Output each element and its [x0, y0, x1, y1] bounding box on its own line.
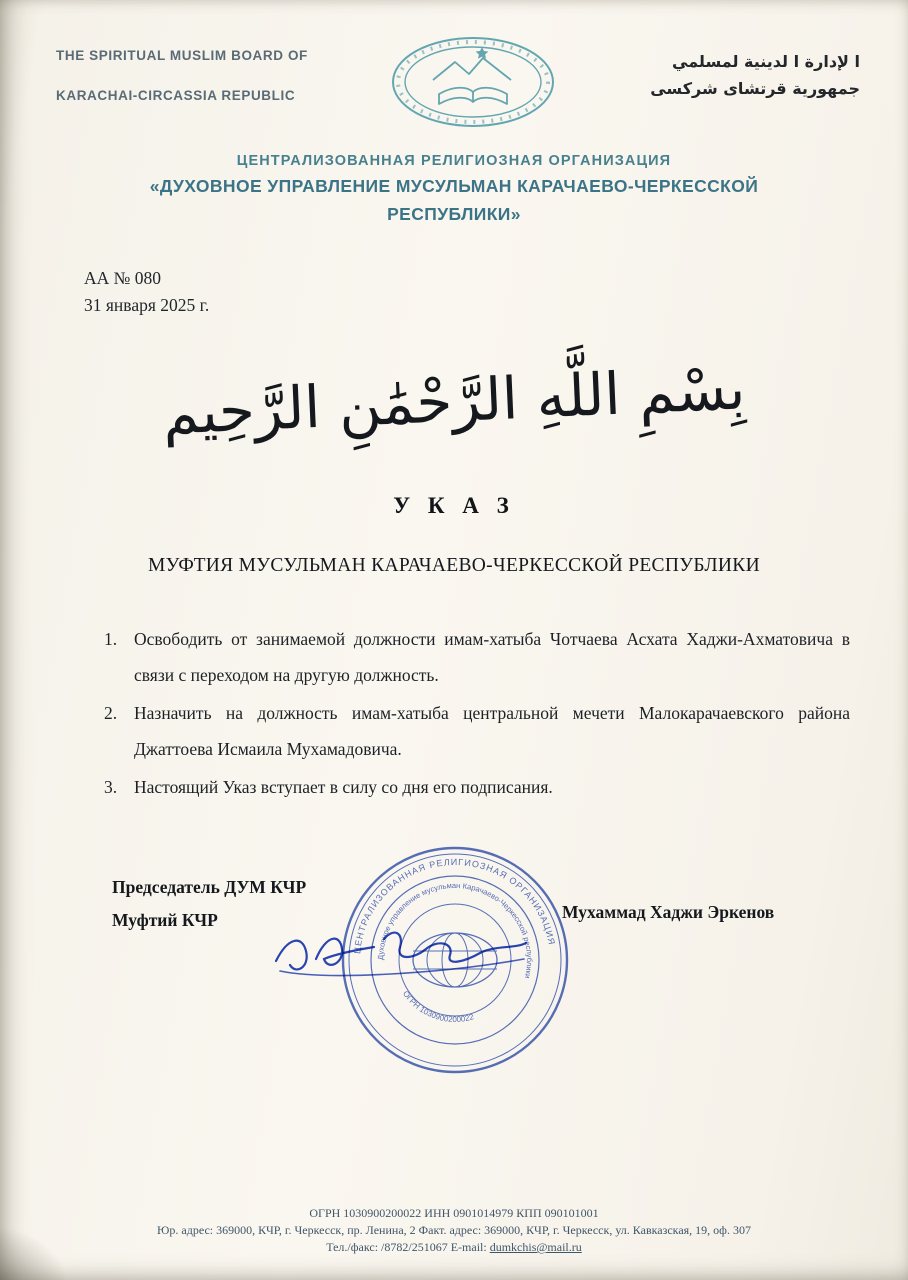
org-name-en-line2: KARACHAI-CIRCASSIA REPUBLIC	[56, 88, 296, 103]
footer-address-line: Юр. адрес: 369000, КЧР, г. Черкесск, пр. Ленина, 2 Факт. адрес: 369000, КЧР, г. Черкесск, ул. Кавказская, 19, оф. 307	[157, 1223, 751, 1237]
list-item	[104, 621, 850, 693]
document-footer	[0, 1205, 908, 1256]
org-name-english	[56, 36, 336, 116]
signature-block	[0, 856, 908, 1121]
org-name-arabic	[610, 36, 860, 102]
decree-items	[104, 621, 850, 805]
org-title-line1: ЦЕНТРАЛИЗОВАННАЯ РЕЛИГИОЗНАЯ ОРГАНИЗАЦИЯ	[236, 153, 672, 169]
org-emblem-logo	[385, 32, 561, 135]
list-item	[104, 695, 850, 767]
stamp-outer-text: ЦЕНТРАЛИЗОВАННАЯ РЕЛИГИОЗНАЯ ОРГАНИЗАЦИЯ	[352, 856, 557, 955]
document-meta	[84, 265, 908, 319]
signer-position-line1: Председатель ДУМ КЧР	[112, 877, 307, 897]
item-number: 1.	[104, 629, 118, 649]
svg-text:ОГРН 1030900200022	[401, 989, 475, 1024]
official-stamp	[338, 843, 572, 1077]
org-name-ar-line1: ا لإدارة ا لدينية لمسلمي	[672, 52, 860, 71]
footer-registration-line: ОГРН 1030900200022 ИНН 0901014979 КПП 090101001	[309, 1206, 599, 1220]
org-title-line2: «ДУХОВНОЕ УПРАВЛЕНИЕ МУСУЛЬМАН КАРАЧАЕВО-ЧЕРКЕССКОЙ	[149, 176, 759, 196]
bismillah-calligraphy: بِسْمِ اللَّهِ الرَّحْمَٰنِ الرَّحِيم	[161, 354, 747, 448]
footer-phone-label: Тел./факс: /8782/251067 E-mail:	[326, 1240, 490, 1254]
org-title-line3: РЕСПУБЛИКИ»	[387, 204, 521, 224]
item-text: Настоящий Указ вступает в силу со дня его подписания.	[134, 777, 553, 797]
stamp-inner-text: Духовное управление мусульман Карачаево-Черкесской республики	[375, 880, 535, 980]
item-text: Назначить на должность имам-хатыба центральной мечети Малокарачаевского района Джаттоева Исмаила Мухамадовича.	[134, 703, 850, 759]
document-subtitle: МУФТИЯ МУСУЛЬМАН КАРАЧАЕВО-ЧЕРКЕССКОЙ РЕСПУБЛИКИ	[148, 555, 760, 576]
footer-email: dumkchis@mail.ru	[489, 1240, 582, 1254]
item-text: Освободить от занимаемой должности имам-хатыба Чотчаева Асхата Хаджи-Ахматовича в связи с переходом на другую должность.	[134, 629, 850, 685]
item-number: 2.	[104, 703, 118, 723]
document-title: У К А З	[393, 493, 515, 518]
signer-name: Мухаммад Хаджи Эркенов	[562, 902, 775, 922]
footer-contact-line	[0, 1239, 908, 1256]
emblem-icon	[385, 32, 561, 130]
signer-position-line2: Муфтий КЧР	[112, 910, 218, 930]
document-header	[0, 0, 908, 135]
list-item	[104, 769, 850, 805]
org-name-en-line1: THE SPIRITUAL MUSLIM BOARD OF	[56, 48, 308, 63]
item-number: 3.	[104, 777, 118, 797]
document-number: АА № 080	[84, 268, 161, 288]
document-date: 31 января 2025 г.	[84, 295, 210, 315]
stamp-ogrn-text: ОГРН 1030900200022	[400, 989, 475, 1024]
org-name-ar-line2: جمهورية قرتشاى شركسى	[650, 79, 860, 98]
org-title-block	[0, 153, 908, 225]
